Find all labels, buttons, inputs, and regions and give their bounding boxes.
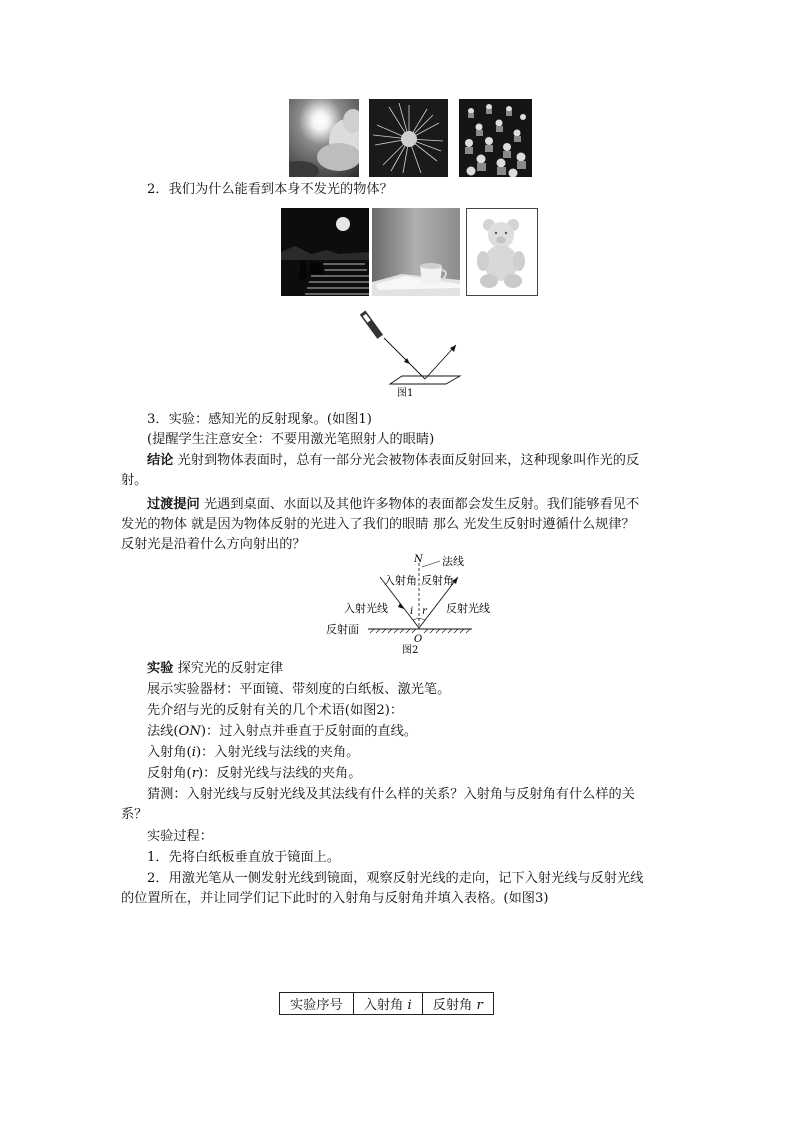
- col-reflect-angle: [422, 993, 493, 1015]
- label-normal: 法线: [442, 555, 464, 568]
- label-n: N: [414, 554, 423, 565]
- photo-candles: [459, 99, 532, 177]
- transition-line-3: 反射光是沿着什么方向射出的？: [121, 537, 306, 552]
- label-surface: 反射面: [326, 623, 359, 636]
- label-incident-angle: 入射角: [384, 574, 417, 587]
- label-reflect-ray: 反射光线: [446, 602, 490, 615]
- figure-2-caption: 图2: [402, 645, 419, 656]
- item-3-experiment: 3．实验：感知光的反射现象。(如图1): [147, 412, 372, 427]
- col-reflect-symbol: r: [476, 998, 483, 1013]
- figure-1-caption: 图1: [397, 388, 414, 399]
- results-table: [279, 992, 494, 1015]
- col-incident-angle: [353, 993, 422, 1015]
- experiment-title: 探究光的反射定律: [177, 661, 284, 676]
- guess-line-1: 猜测：入射光线与反射光线及其法线有什么样的关系？入射角与反射角有什么样的关: [147, 787, 635, 802]
- term-normal: [147, 722, 417, 742]
- label-o: O: [414, 634, 423, 645]
- term-reflect-c: )：反射光线与法线的夹角。: [198, 766, 362, 781]
- conclusion-text-1: 光射到物体表面时，总有一部分光会被物体表面反射回来，这种现象叫作光的反: [177, 453, 640, 468]
- transition-label: 过渡提问: [147, 497, 200, 512]
- term-normal-symbol: ON: [178, 724, 201, 739]
- step-1: 1．先将白纸板垂直放于镜面上。: [147, 850, 341, 865]
- term-incident-angle: [147, 743, 359, 763]
- table-header-row: [280, 993, 494, 1015]
- label-incident-ray: 入射光线: [344, 602, 388, 615]
- terms-intro: 先介绍与光的反射有关的几个术语(如图2)：: [147, 703, 404, 718]
- laser-pen-icon: [360, 311, 383, 339]
- col-incident-label: 入射角: [363, 998, 404, 1013]
- experiment-heading: [147, 659, 283, 679]
- conclusion-label: 结论: [147, 453, 174, 468]
- term-reflect-symbol: r: [191, 766, 199, 781]
- term-incident-a: 入射角(: [147, 745, 192, 760]
- label-i: i: [410, 606, 414, 617]
- col-reflect-label: 反射角: [432, 998, 473, 1013]
- term-incident-symbol: i: [191, 745, 196, 760]
- photo-teddy-bear: [466, 208, 538, 296]
- guess-line-2: 系？: [121, 807, 148, 822]
- photo-moon-over-water: [281, 208, 369, 296]
- process-heading: 实验过程：: [147, 829, 213, 844]
- figure-1-reflection-demo: [360, 308, 470, 400]
- transition-line-1: [147, 495, 639, 515]
- step-2-line-2: 的位置所在，并让同学们记下此时的入射角与反射角并填入表格。(如图3): [121, 891, 549, 906]
- term-reflect-angle: [147, 764, 361, 784]
- question-2: 2．我们为什么能看到本身不发光的物体？: [147, 182, 393, 197]
- materials: 展示实验器材：平面镜、带刻度的白纸板、激光笔。: [147, 682, 451, 697]
- term-reflect-a: 反射角(: [147, 766, 192, 781]
- label-r: r: [422, 606, 427, 617]
- col-incident-symbol: i: [407, 998, 412, 1013]
- photo-cup-and-book: [372, 208, 460, 296]
- photo-sun-in-clouds: [289, 99, 359, 177]
- transition-text-1: 光遇到桌面、水面以及其他许多物体的表面都会发生反射。我们能够看见不: [203, 497, 640, 512]
- term-normal-a: 法线(: [147, 724, 179, 739]
- conclusion-line-1: [147, 451, 639, 471]
- experiment-label: 实验: [147, 661, 174, 676]
- transition-line-2: 发光的物体 就是因为物体反射的光进入了我们的眼睛 那么 光发生反射时遵循什么规律？: [121, 517, 635, 532]
- col-trial-number: 实验序号: [280, 993, 354, 1015]
- term-incident-c: )：入射光线与法线的夹角。: [195, 745, 360, 760]
- step-2-line-1: 2．用激光笔从一侧发射光线到镜面，观察反射光线的走向，记下入射光线与反射光线: [147, 871, 644, 886]
- label-reflect-angle: 反射角: [421, 574, 454, 587]
- photo-fireworks: [369, 99, 448, 177]
- term-normal-c: )：过入射点并垂直于反射面的直线。: [200, 724, 418, 739]
- safety-reminder: (提醒学生注意安全：不要用激光笔照射人的眼睛): [147, 432, 435, 447]
- figure-2-reflection-terms: [322, 551, 502, 659]
- conclusion-line-2: 射。: [121, 473, 148, 488]
